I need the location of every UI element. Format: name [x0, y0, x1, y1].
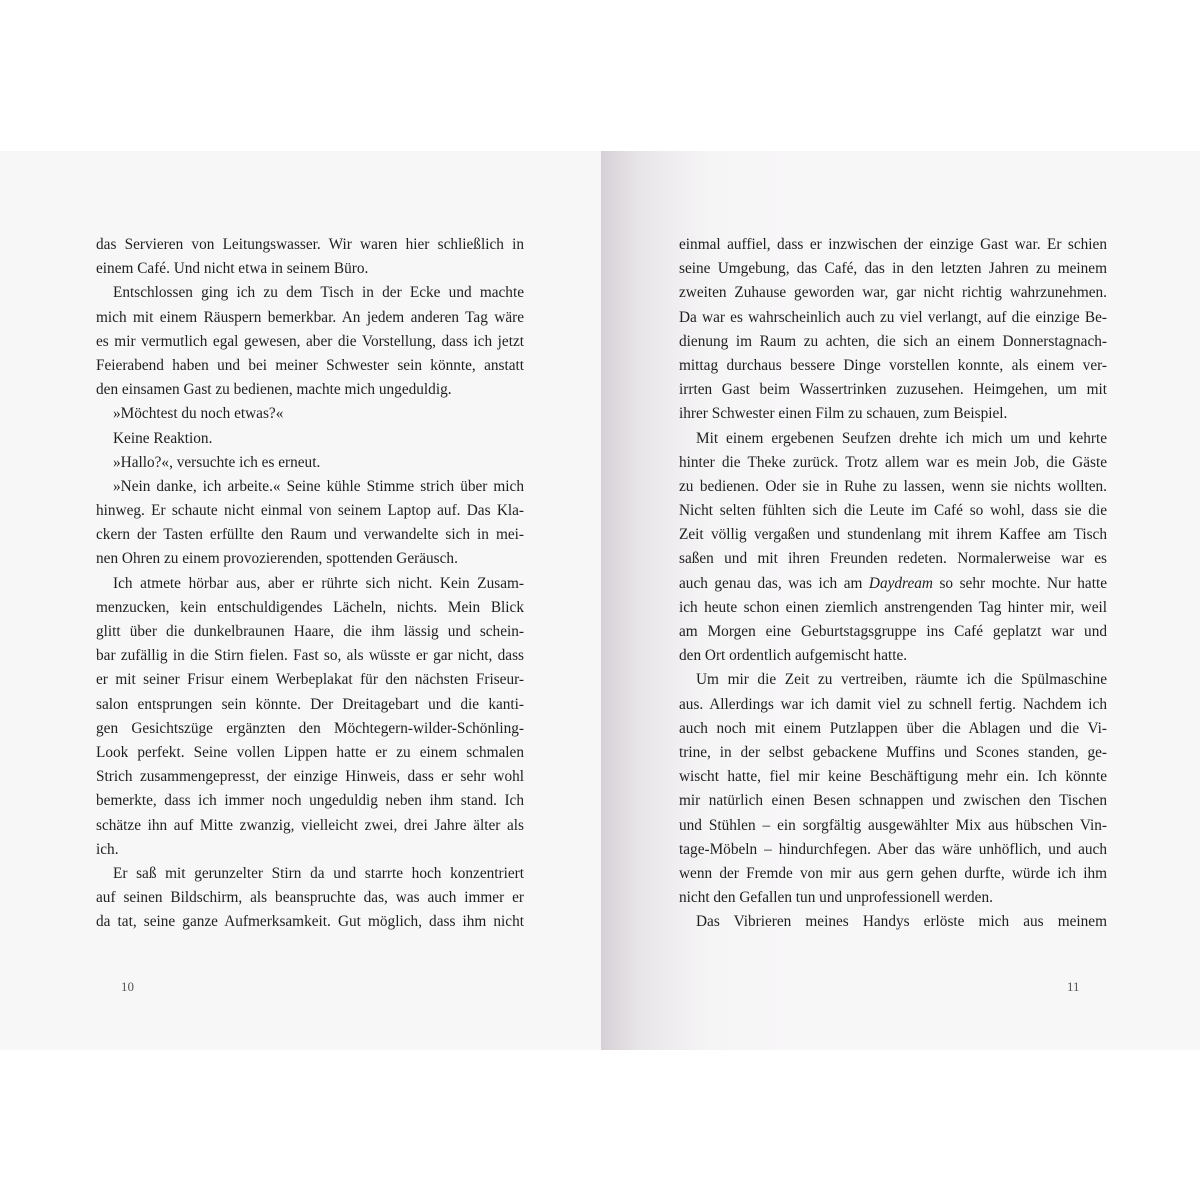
- text-line: irrten Gast beim Wassertrinken zuzusehen. Heimgehen, um mit: [679, 381, 1107, 399]
- left-page-text: [96, 233, 524, 934]
- book-spread: [0, 151, 1200, 1050]
- page-number-right: 11: [1067, 979, 1080, 994]
- text-line: das Servieren von Leitungswasser. Wir waren hier schließlich in: [96, 236, 524, 253]
- text-line: auch noch mit einem Putzlappen über die Ablagen und die Vi-: [679, 719, 1107, 737]
- text-segment: auch genau das, was ich am: [679, 574, 869, 592]
- text-line: Da war es wahrscheinlich auch zu viel verlangt, auf die einzige Be-: [679, 308, 1107, 326]
- text-line: Strich zusammengepresst, der einzige Hinweis, dass er sehr wohl: [96, 768, 524, 786]
- text-line: Mit einem ergebenen Seufzen drehte ich mich um und kehrte: [696, 429, 1107, 447]
- text-line: einem Café. Und nicht etwa in seinem Büro.: [96, 260, 369, 278]
- page-number-left: 10: [121, 979, 134, 994]
- text-line: [679, 572, 1107, 596]
- text-line: salon entsprungen sein könnte. Der Dreitagebart und die kanti-: [96, 695, 524, 713]
- text-line: auf seinen Bildschirm, als beanspruchte das, was auch immer er: [96, 889, 524, 907]
- text-line: Entschlossen ging ich zu dem Tisch in der Ecke und machte: [113, 284, 524, 302]
- text-line: wischt hatte, fiel mir keine Beschäftigung mehr ein. Ich könnte: [679, 768, 1107, 786]
- text-line: Er saß mit gerunzelter Stirn da und starrte hoch konzentriert: [113, 864, 524, 882]
- text-line: glitt über die dunkelbraunen Haare, die ihm lässig und schein-: [96, 623, 524, 640]
- left-page: [0, 151, 601, 1050]
- text-line: nen Ohren zu einem provozierenden, spottenden Geräusch.: [96, 550, 458, 568]
- text-line: trine, in der selbst gebackene Muffins und Scones standen, ge-: [679, 743, 1107, 761]
- text-line: Das Vibrieren meines Handys erlöste mich aus meinem: [696, 913, 1107, 931]
- text-line: mittag durchaus bessere Dinge vorstellen konnte, als einem ver-: [679, 356, 1107, 374]
- text-line: Keine Reaktion.: [113, 429, 213, 447]
- text-line: und Stühlen – ein sorgfältig ausgewählter Mix aus hübschen Vin-: [679, 816, 1107, 834]
- text-line: Zeit völlig vergaßen und stundenlang mit ihrem Kaffee am Tisch: [679, 526, 1107, 544]
- text-line: menzucken, kein entschuldigendes Lächeln, nichts. Mein Blick: [96, 598, 524, 616]
- text-line: zweiten Zuhause geworden war, gar nicht richtig wahrzunehmen.: [679, 284, 1107, 302]
- text-line: gen Gesichtszüge ergänzten den Möchtegern-wilder-Schönling-: [96, 719, 524, 737]
- text-line: ich heute schon einen ziemlich anstrengenden Tag hinter mir, weil: [679, 598, 1107, 616]
- text-line: einmal auffiel, dass er inzwischen der einzige Gast war. Er schien: [679, 236, 1107, 253]
- text-line: hinweg. Er schaute nicht einmal von seinem Laptop auf. Das Kla-: [96, 502, 524, 520]
- text-line: es mir vermutlich egal gewesen, aber die Vorstellung, dass ich jetzt: [96, 332, 524, 350]
- text-line: zu bedienen. Oder sie in Ruhe zu lassen, wenn sie nichts wollten.: [679, 477, 1107, 495]
- text-line: ich.: [96, 840, 119, 858]
- text-line: Feierabend haben und bei meiner Schwester sein könnte, anstatt: [96, 356, 524, 374]
- text-line: Nicht selten fühlten sich die Leute im Café so wohl, dass sie die: [679, 502, 1107, 520]
- text-line: den Ort ordentlich aufgemischt hatte.: [679, 647, 908, 665]
- text-line: tage-Möbeln – hindurchfegen. Aber das wäre unhöflich, und auch: [679, 840, 1107, 858]
- text-line: ckern der Tasten erfüllte den Raum und verwandelte sich in mei-: [96, 526, 524, 544]
- italic-cafe-name: Daydream: [868, 574, 933, 592]
- text-line: Ich atmete hörbar aus, aber er rührte sich nicht. Kein Zusam-: [113, 574, 524, 592]
- text-line: er mit seiner Frisur einem Werbeplakat für den nächsten Friseur-: [96, 671, 524, 689]
- text-line: »Nein danke, ich arbeite.« Seine kühle Stimme strich über mich: [113, 477, 524, 495]
- text-line: mich mit einem Räuspern bemerkbar. An jedem anderen Tag wäre: [96, 308, 524, 326]
- text-line: seine Umgebung, das Café, das in den letzten Jahren zu meinem: [679, 260, 1107, 278]
- text-line: saßen und mit ihren Freunden redeten. Normalerweise war es: [679, 550, 1107, 568]
- text-line: da tat, seine ganze Aufmerksamkeit. Gut möglich, dass ihm nicht: [96, 913, 524, 931]
- text-line: ihrer Schwester einen Film zu schauen, zum Beispiel.: [679, 405, 1008, 423]
- text-line: »Möchtest du noch etwas?«: [113, 405, 284, 423]
- text-line: schätze ihn auf Mitte zwanzig, vielleicht zwei, drei Jahre älter als: [96, 816, 524, 834]
- text-line: wenn der Fremde von mir aus gern gehen durfte, würde ich ihm: [679, 864, 1107, 882]
- text-line: Um mir die Zeit zu vertreiben, räumte ich die Spülmaschine: [696, 671, 1107, 689]
- text-line: bar zufällig in die Stirn fielen. Fast so, als wüsste er gar nicht, dass: [96, 647, 524, 665]
- text-line: mir natürlich einen Besen schnappen und zwischen den Tischen: [679, 792, 1107, 810]
- text-line: nicht den Gefallen tun und unprofessionell werden.: [679, 889, 993, 907]
- text-line: den einsamen Gast zu bedienen, machte mich ungeduldig.: [96, 381, 452, 399]
- text-line: aus. Allerdings war ich damit viel zu schnell fertig. Nachdem ich: [679, 695, 1107, 713]
- text-line: dienung im Raum zu achten, die sich an einem Donnerstagnach-: [679, 332, 1107, 350]
- text-line: Look perfekt. Seine vollen Lippen hatte er zu einem schmalen: [96, 743, 524, 761]
- text-segment: so sehr mochte. Nur hatte: [932, 574, 1107, 592]
- right-page-text: [679, 233, 1107, 934]
- text-line: bemerkte, dass ich immer noch ungeduldig neben ihm stand. Ich: [96, 792, 524, 810]
- right-page: [601, 151, 1200, 1050]
- text-line: hinter die Theke zurück. Trotz allem war es mein Job, die Gäste: [679, 453, 1107, 471]
- text-line: »Hallo?«, versuchte ich es erneut.: [113, 453, 321, 471]
- text-line: am Morgen eine Geburtstagsgruppe ins Café geplatzt war und: [679, 623, 1107, 640]
